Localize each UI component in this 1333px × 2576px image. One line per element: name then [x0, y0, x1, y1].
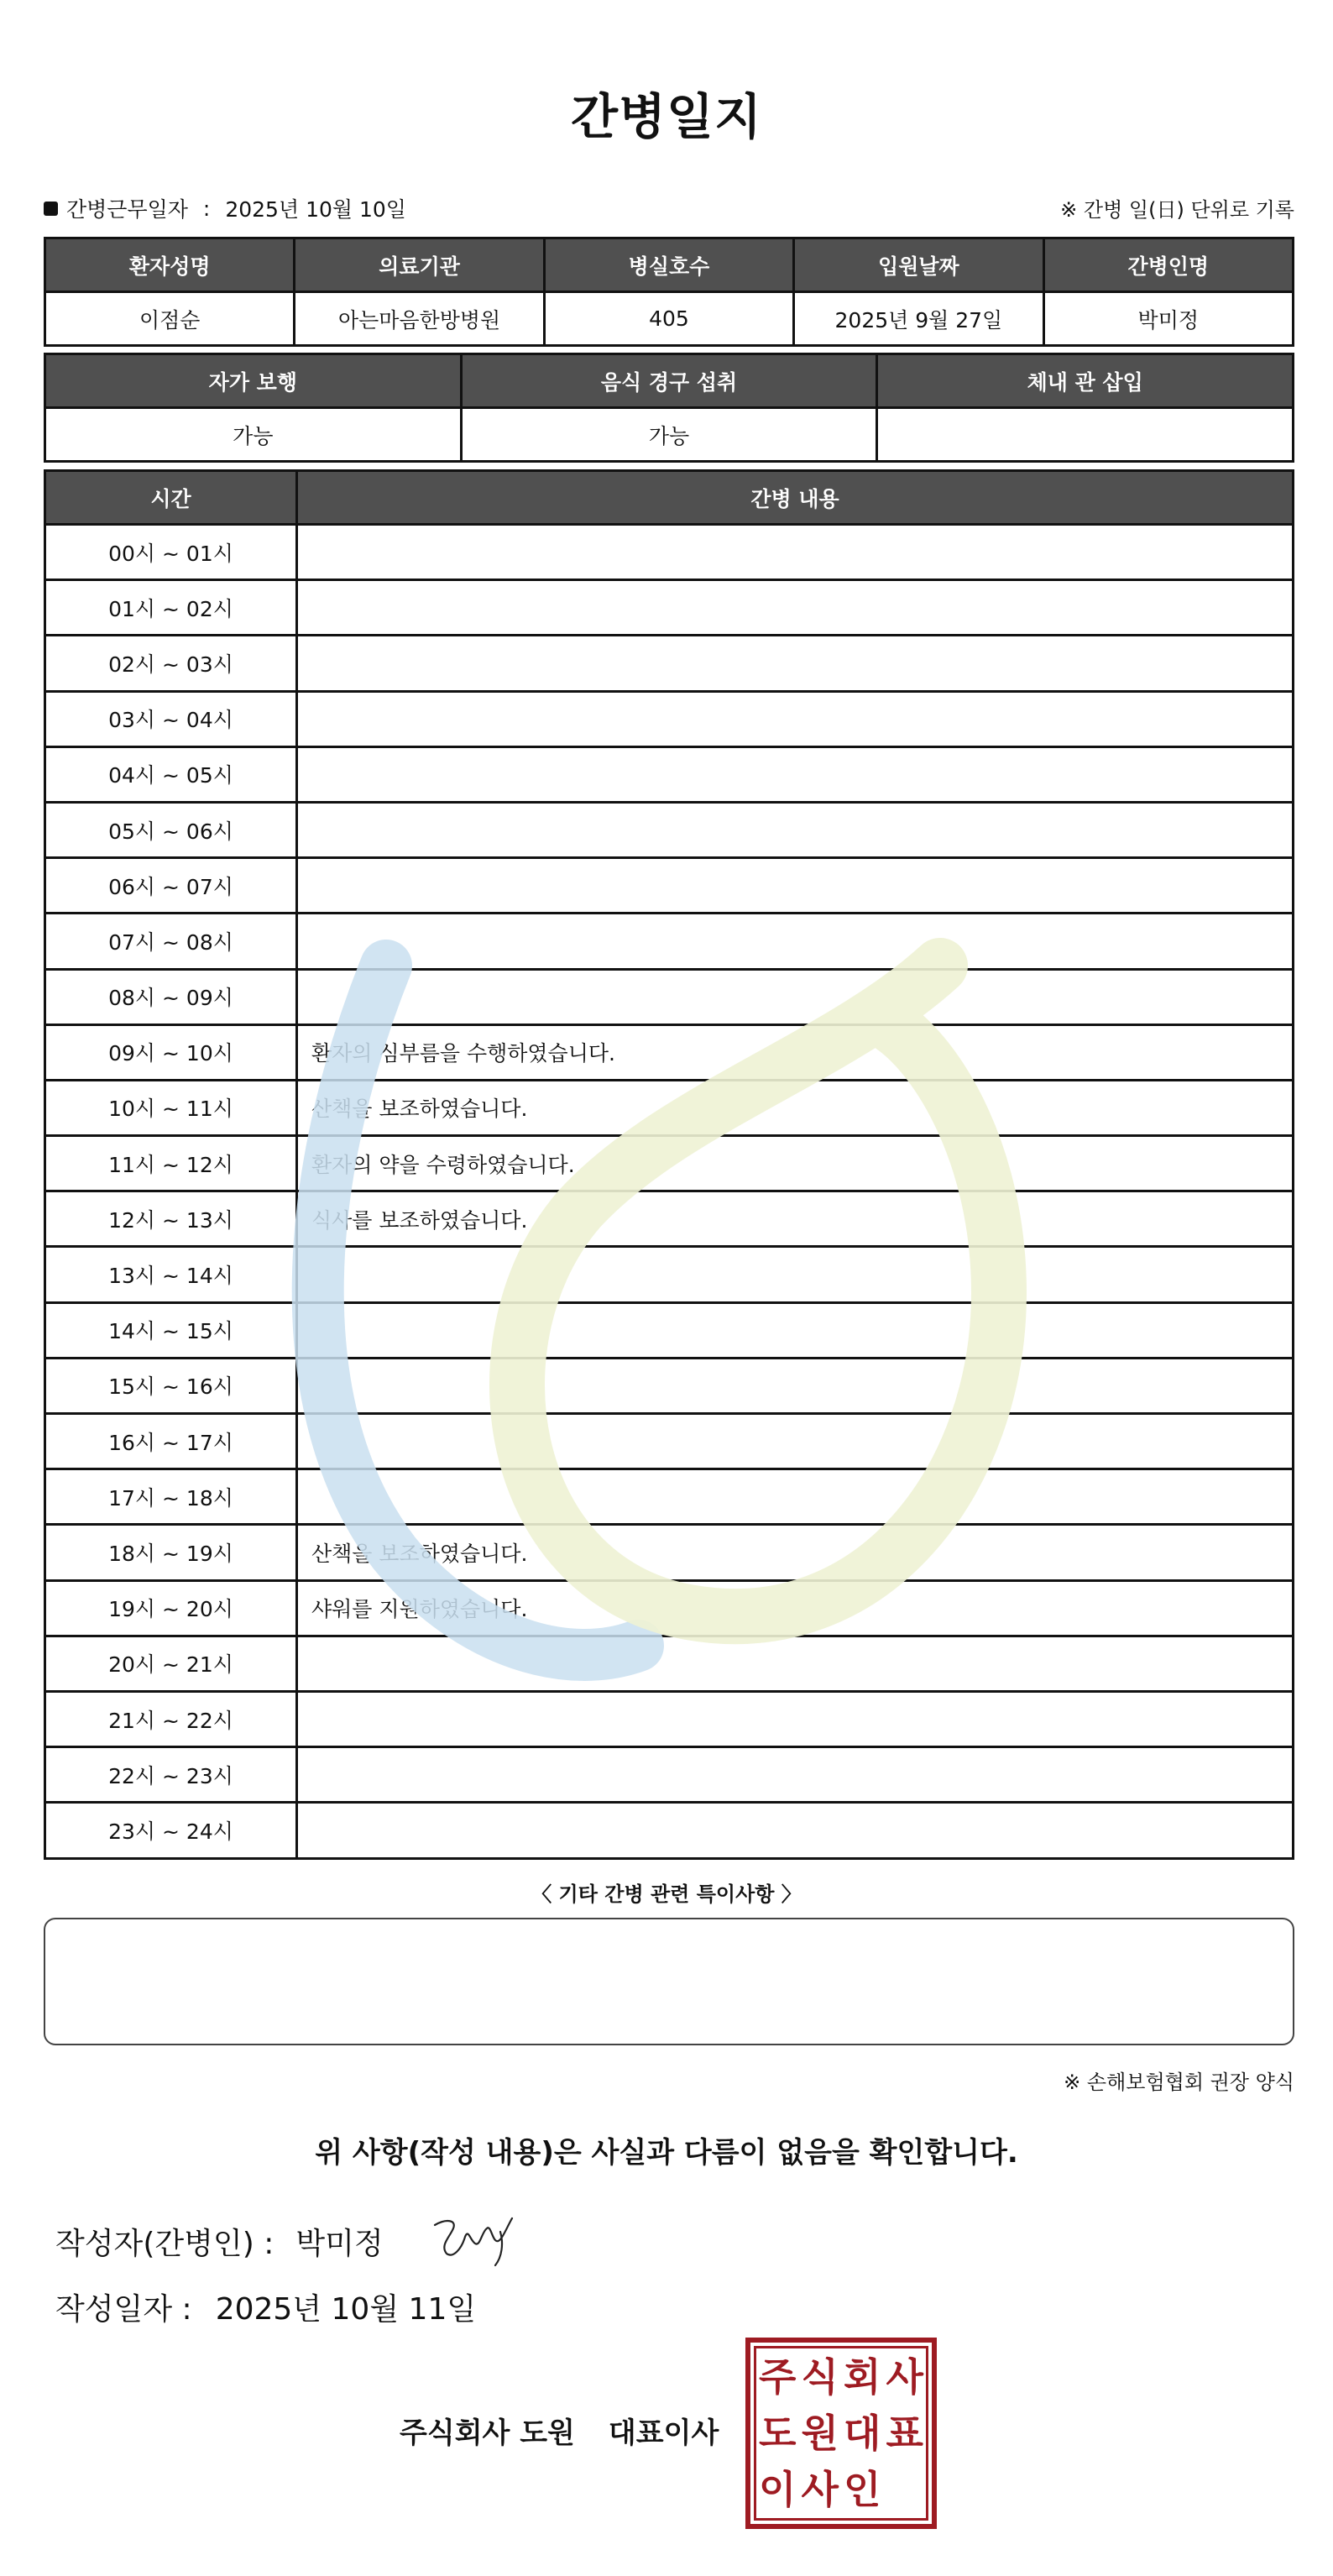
time-cell: 16시 ~ 17시	[45, 1414, 297, 1469]
table-row	[45, 1803, 1294, 1858]
time-cell: 15시 ~ 16시	[45, 1358, 297, 1413]
time-cell: 05시 ~ 06시	[45, 802, 297, 857]
table-row	[45, 1747, 1294, 1803]
seal-char: 원	[801, 2410, 839, 2456]
work-date-separator: :	[202, 196, 211, 221]
table-row	[45, 580, 1294, 636]
bullet-square-icon	[44, 202, 58, 216]
time-cell: 02시 ~ 03시	[45, 636, 297, 691]
content-cell	[297, 580, 1294, 636]
writer-label: 작성자(간병인) :	[55, 2227, 274, 2261]
care-log-table	[44, 469, 1294, 1860]
time-cell: 23시 ~ 24시	[45, 1803, 297, 1858]
time-cell: 12시 ~ 13시	[45, 1191, 297, 1247]
content-cell	[297, 969, 1294, 1024]
tube-insertion-value	[877, 408, 1294, 462]
confirmation-statement: 위 사항(작성 내용)은 사실과 다름이 없음을 확인합니다.	[315, 2136, 1018, 2170]
header-hospital: 의료기관	[295, 238, 544, 292]
content-cell: 산책을 보조하였습니다.	[297, 1525, 1294, 1580]
write-date-label: 작성일자 :	[55, 2292, 192, 2327]
time-cell: 14시 ~ 15시	[45, 1302, 297, 1358]
time-cell: 13시 ~ 14시	[45, 1247, 297, 1302]
recommend-note: ※ 손해보험협회 권장 양식	[1064, 2071, 1294, 2094]
time-cell: 17시 ~ 18시	[45, 1469, 297, 1525]
header-oral-intake: 음식 경구 섭취	[461, 354, 877, 408]
header-caregiver: 간병인명	[1043, 238, 1293, 292]
time-cell: 22시 ~ 23시	[45, 1747, 297, 1803]
time-cell: 07시 ~ 08시	[45, 914, 297, 969]
header-care-content: 간병 내용	[297, 471, 1294, 525]
room-number: 405	[544, 292, 793, 346]
table-row	[45, 914, 1294, 969]
seal-char: 사	[801, 2467, 839, 2513]
content-cell	[297, 1691, 1294, 1746]
header-patient-name: 환자성명	[45, 238, 295, 292]
time-cell: 04시 ~ 05시	[45, 746, 297, 802]
status-value-row	[45, 408, 1294, 462]
status-header-row	[45, 354, 1294, 408]
seal-char: 대	[844, 2410, 881, 2456]
content-cell	[297, 914, 1294, 969]
time-cell: 20시 ~ 21시	[45, 1636, 297, 1691]
patient-name: 이점순	[45, 292, 295, 346]
seal-char: 회	[844, 2353, 881, 2400]
writer-line	[55, 2220, 384, 2263]
table-row	[45, 691, 1294, 746]
content-cell	[297, 1747, 1294, 1803]
caregiver-name: 박미정	[1043, 292, 1293, 346]
remarks-box	[44, 1918, 1294, 2045]
handwritten-signature	[428, 2207, 529, 2274]
work-date-line	[44, 193, 406, 223]
seal-char	[884, 2462, 927, 2518]
hospital-name: 아는마음한방병원	[295, 292, 544, 346]
header-tube-insertion: 체내 관 삽입	[877, 354, 1294, 408]
content-cell: 식사를 보조하였습니다.	[297, 1191, 1294, 1247]
content-cell: 환자의 심부름을 수행하였습니다.	[297, 1024, 1294, 1080]
work-date-label: 간병근무일자	[66, 197, 188, 222]
table-row	[45, 525, 1294, 580]
write-date-value: 2025년 10월 11일	[215, 2292, 477, 2327]
time-cell: 11시 ~ 12시	[45, 1136, 297, 1191]
table-row	[45, 1247, 1294, 1302]
patient-header-row	[45, 238, 1294, 292]
seal-char: 인	[844, 2467, 881, 2513]
patient-info-table	[44, 237, 1294, 347]
document-title: 간병일지	[570, 88, 763, 145]
content-cell: 샤워를 지원하였습니다.	[297, 1580, 1294, 1636]
time-cell: 10시 ~ 11시	[45, 1080, 297, 1135]
time-cell: 03시 ~ 04시	[45, 691, 297, 746]
company-name: 주식회사 도원	[400, 2416, 575, 2450]
writer-name: 박미정	[295, 2227, 384, 2261]
content-cell	[297, 1302, 1294, 1358]
time-cell: 21시 ~ 22시	[45, 1691, 297, 1746]
content-cell	[297, 858, 1294, 914]
time-cell: 01시 ~ 02시	[45, 580, 297, 636]
company-title: 대표이사	[608, 2416, 719, 2450]
table-row	[45, 1302, 1294, 1358]
content-cell	[297, 802, 1294, 857]
header-time: 시간	[45, 471, 297, 525]
write-date-line	[55, 2285, 476, 2328]
table-row	[45, 1191, 1294, 1247]
company-line	[400, 2410, 719, 2451]
table-row	[45, 1636, 1294, 1691]
table-row	[45, 1691, 1294, 1746]
table-row	[45, 1525, 1294, 1580]
content-cell	[297, 1414, 1294, 1469]
table-row	[45, 969, 1294, 1024]
seal-char: 주	[759, 2353, 797, 2400]
self-walking-value: 가능	[45, 408, 462, 462]
oral-intake-value: 가능	[461, 408, 877, 462]
patient-value-row	[45, 292, 1294, 346]
content-cell	[297, 1358, 1294, 1413]
seal-char: 이	[759, 2467, 797, 2513]
seal-char: 도	[759, 2410, 797, 2456]
content-cell	[297, 525, 1294, 580]
remarks-title: 〈 기타 간병 관련 특이사항 〉	[531, 1882, 802, 1906]
time-cell: 19시 ~ 20시	[45, 1580, 297, 1636]
work-date-value: 2025년 10월 10일	[225, 197, 406, 222]
unit-note: ※ 간병 일(日) 단위로 기록	[1060, 198, 1294, 222]
table-row	[45, 1136, 1294, 1191]
table-row	[45, 1080, 1294, 1135]
time-cell: 06시 ~ 07시	[45, 858, 297, 914]
content-cell	[297, 691, 1294, 746]
table-row	[45, 1358, 1294, 1413]
seal-char: 식	[801, 2353, 839, 2400]
patient-status-table	[44, 353, 1294, 463]
header-admission-date: 입원날짜	[794, 238, 1043, 292]
content-cell	[297, 746, 1294, 802]
content-cell	[297, 1636, 1294, 1691]
header-self-walking: 자가 보행	[45, 354, 462, 408]
company-seal-stamp	[745, 2338, 937, 2529]
table-row	[45, 636, 1294, 691]
content-cell	[297, 1803, 1294, 1858]
content-cell	[297, 1469, 1294, 1525]
time-cell: 18시 ~ 19시	[45, 1525, 297, 1580]
content-cell	[297, 1247, 1294, 1302]
seal-char: 사	[886, 2353, 923, 2400]
time-cell: 08시 ~ 09시	[45, 969, 297, 1024]
content-cell: 환자의 약을 수령하였습니다.	[297, 1136, 1294, 1191]
seal-inner	[754, 2346, 928, 2521]
table-row	[45, 802, 1294, 857]
table-row	[45, 1580, 1294, 1636]
table-row	[45, 1024, 1294, 1080]
table-row	[45, 1414, 1294, 1469]
log-header-row	[45, 471, 1294, 525]
admission-date: 2025년 9월 27일	[794, 292, 1043, 346]
header-room: 병실호수	[544, 238, 793, 292]
time-cell: 09시 ~ 10시	[45, 1024, 297, 1080]
content-cell: 산책을 보조하였습니다.	[297, 1080, 1294, 1135]
table-row	[45, 858, 1294, 914]
table-row	[45, 746, 1294, 802]
time-cell: 00시 ~ 01시	[45, 525, 297, 580]
content-cell	[297, 636, 1294, 691]
seal-char: 표	[886, 2410, 923, 2456]
table-row	[45, 1469, 1294, 1525]
